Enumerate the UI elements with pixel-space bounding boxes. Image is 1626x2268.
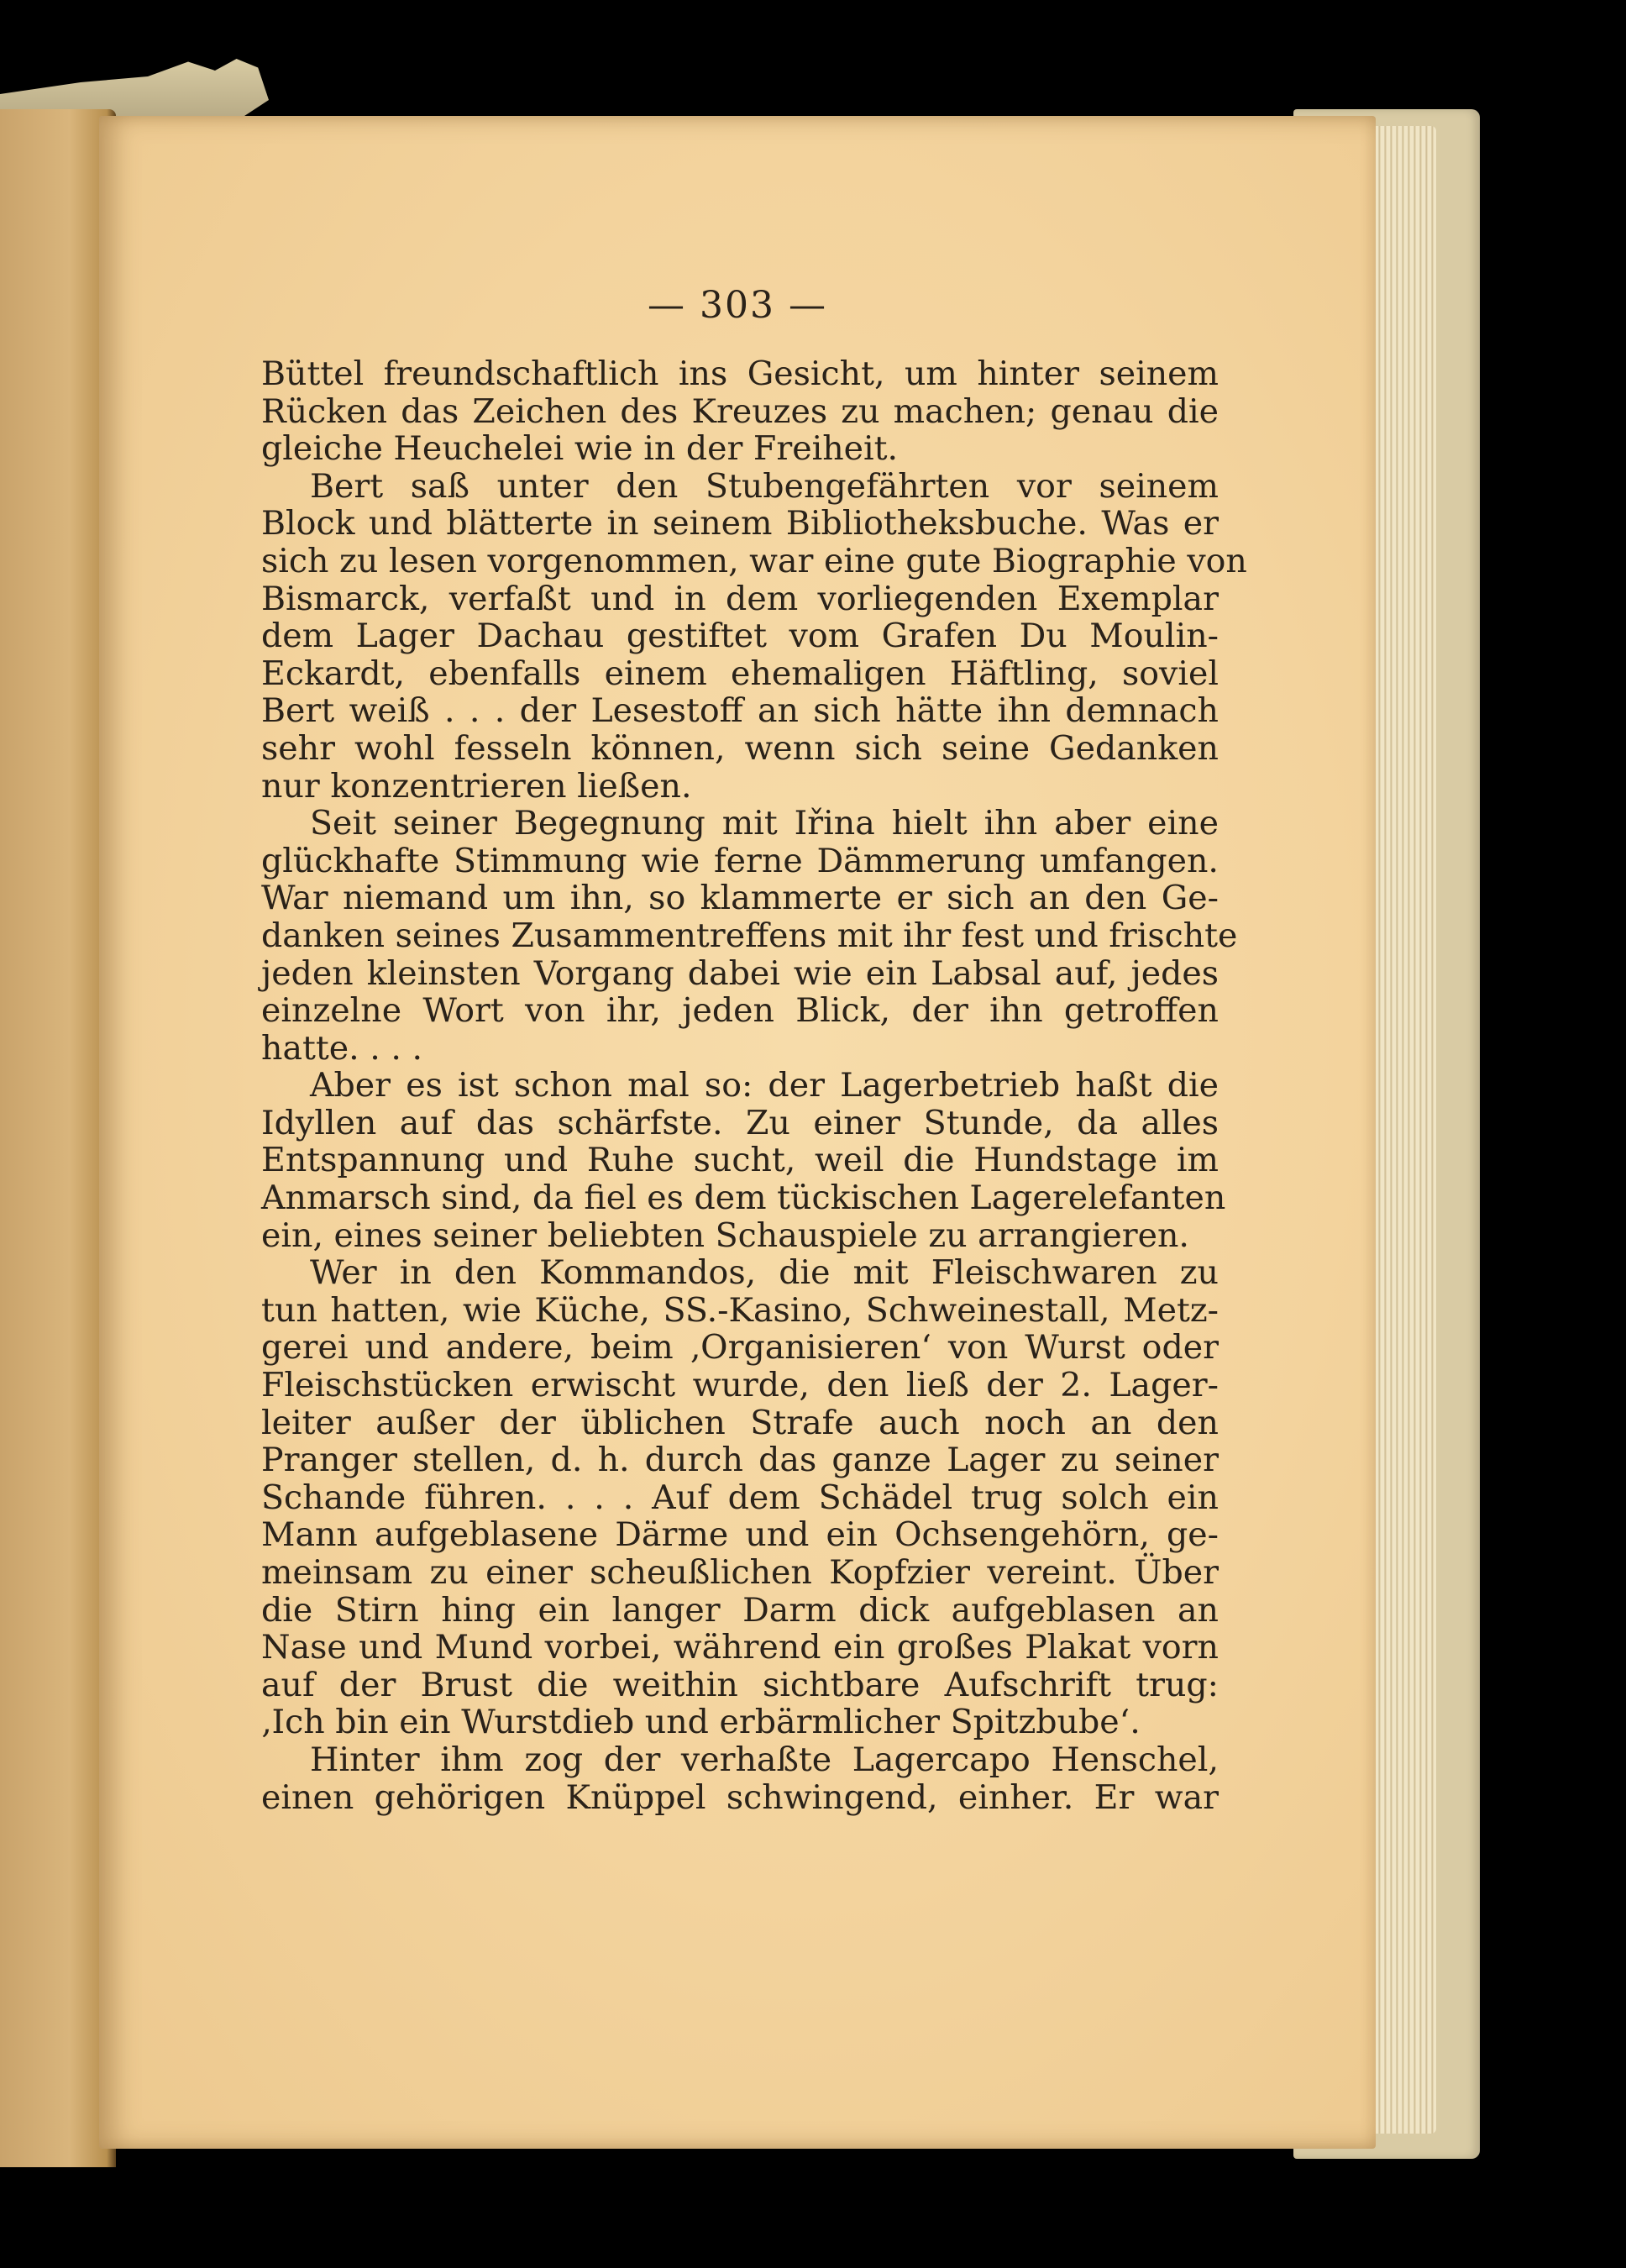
text-line: ein, eines seiner beliebten Schauspiele zu arrangieren. (261, 1215, 1189, 1255)
text-line: meinsam zu einer scheußlichen Kopfzier vereint. Über (261, 1553, 1219, 1592)
text-line: einen gehörigen Knüppel schwingend, einher. Er war (261, 1777, 1219, 1817)
body-text (261, 354, 1247, 1817)
text-line: jeden kleinsten Vorgang dabei wie ein Labsal auf, jedes (261, 953, 1219, 993)
text-line: Wer in den Kommandos, die mit Fleischwaren zu (310, 1253, 1219, 1293)
text-line: sich zu lesen vorgenommen, war eine gute Biographie von (261, 541, 1247, 580)
text-line: hatte. . . . (261, 1028, 423, 1068)
text-line: Bismarck, verfaßt und in dem vorliegenden Exemplar (261, 579, 1219, 618)
text-line: Schande führen. . . . Auf dem Schädel trug solch ein (261, 1478, 1219, 1517)
text-line: Rücken das Zeichen des Kreuzes zu machen; genau die (261, 391, 1219, 431)
text-line: glückhafte Stimmung wie ferne Dämmerung umfangen. (261, 841, 1219, 880)
text-line: Anmarsch sind, da fiel es dem tückischen Lagerelefanten (261, 1179, 1226, 1218)
text-line: dem Lager Dachau gestiftet vom Grafen Du Moulin- (261, 617, 1219, 656)
text-line: ‚Ich bin ein Wurstdieb und erbärmlicher Spitzbube‘. (261, 1703, 1141, 1742)
text-line: Nase und Mund vorbei, während ein großes Plakat vorn (261, 1628, 1219, 1667)
text-line: sehr wohl fesseln können, wenn sich seine Gedanken (261, 728, 1219, 768)
text-line: Block und blätterte in seinem Bibliotheksbuche. Was er (261, 504, 1219, 543)
text-line: gleiche Heuchelei wie in der Freiheit. (261, 429, 899, 469)
text-line: Mann aufgeblasene Därme und ein Ochsengehörn, ge- (261, 1515, 1219, 1555)
text-line: Eckardt, ebenfalls einem ehemaligen Häftling, soviel (261, 654, 1219, 693)
text-line: leiter außer der üblichen Strafe auch noch an den (261, 1403, 1219, 1442)
text-line: Pranger stellen, d. h. durch das ganze Lager zu seiner (261, 1441, 1219, 1480)
text-line: Fleischstücken erwischt wurde, den ließ der 2. Lager- (261, 1366, 1219, 1405)
text-line: Entspannung und Ruhe sucht, weil die Hundstage im (261, 1141, 1219, 1180)
text-line: gerei und andere, beim ‚Organisieren‘ von Wurst oder (261, 1328, 1219, 1368)
text-line: Hinter ihm zog der verhaßte Lagercapo Henschel, (310, 1740, 1219, 1779)
text-line: einzelne Wort von ihr, jeden Blick, der ihn getroffen (261, 991, 1219, 1031)
text-line: die Stirn hing ein langer Darm dick aufgeblasen an (261, 1590, 1219, 1630)
text-line: auf der Brust die weithin sichtbare Aufschrift trug: (261, 1665, 1219, 1704)
text-line: tun hatten, wie Küche, SS.-Kasino, Schweinestall, Metz- (261, 1290, 1219, 1330)
text-line: Seit seiner Begegnung mit Iřina hielt ihn aber eine (310, 804, 1219, 843)
text-line: danken seines Zusammentreffens mit ihr fest und frischte (261, 916, 1238, 955)
page-number: — 303 — (648, 284, 827, 327)
text-line: nur konzentrieren ließen. (261, 766, 692, 806)
text-line: Büttel freundschaftlich ins Gesicht, um hinter seinem (261, 354, 1219, 393)
text-line: Idyllen auf das schärfste. Zu einer Stunde, da alles (261, 1103, 1219, 1142)
text-line: War niemand um ihn, so klammerte er sich an den Ge- (261, 879, 1219, 918)
text-line: Bert saß unter den Stubengefährten vor seinem (310, 466, 1219, 506)
text-line: Bert weiß . . . der Lesestoff an sich hätte ihn demnach (261, 691, 1219, 731)
text-line: Aber es ist schon mal so: der Lagerbetrieb haßt die (310, 1066, 1219, 1105)
book-page (99, 116, 1376, 2149)
